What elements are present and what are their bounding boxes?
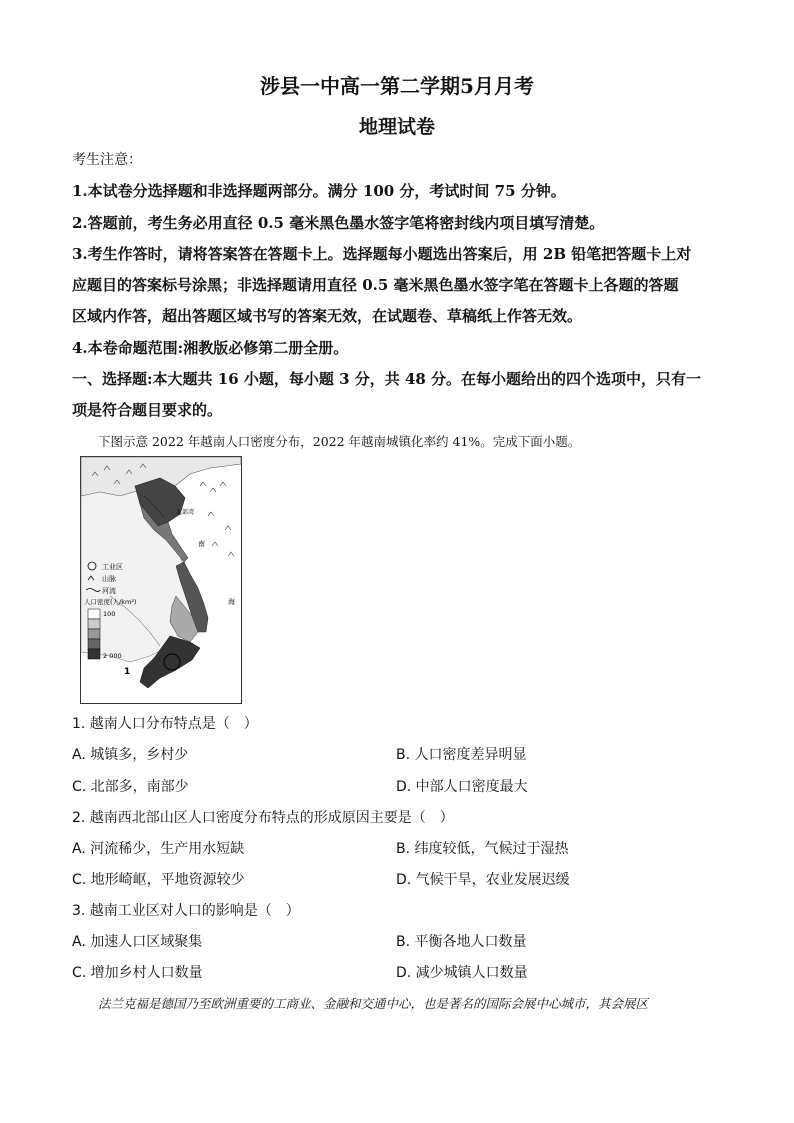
notice-heading: 考生注意： — [72, 152, 142, 168]
legend-label-river: 河流 — [102, 587, 116, 595]
option-c[interactable]: C. 北部多，南部少 — [72, 779, 189, 795]
section-heading-line2: 项是符合题目要求的。 — [72, 401, 223, 419]
notice-line: 2.答题前，考生务必用直径 0.5 毫米黑色墨水签字笔将密封线内项目填写清楚。 — [72, 214, 605, 232]
option-b[interactable]: B. 平衡各地人口数量 — [396, 934, 527, 950]
material-intro: 法兰克福是德国乃至欧洲重要的工商业、金融和交通中心，也是著名的国际会展中心城市，其会展区 — [98, 996, 649, 1011]
question-stem: 1. 越南人口分布特点是（ ） — [72, 716, 258, 732]
map-label-south: 南 — [198, 540, 205, 548]
map-corner-mark: 1 — [124, 667, 131, 677]
option-b[interactable]: B. 纬度较低，气候过于湿热 — [396, 841, 569, 857]
map-label-sea: 海 — [228, 598, 235, 606]
option-d[interactable]: D. 中部人口密度最大 — [396, 779, 528, 795]
section-heading-line1: 一、选择题:本大题共 16 小题，每小题 3 分，共 48 分。在每小题给出的四个选项中，只有一 — [72, 370, 702, 388]
option-d[interactable]: D. 减少城镇人口数量 — [396, 965, 528, 981]
option-c[interactable]: C. 增加乡村人口数量 — [72, 965, 203, 981]
material-intro: 下图示意 2022 年越南人口密度分布，2022 年越南城镇化率约 41%。完成下面小题。 — [98, 434, 581, 449]
legend-label-density: 人口密度(人/km²) — [84, 598, 137, 606]
notice-line: 区域内作答，超出答题区域书写的答案无效，在试题卷、草稿纸上作答无效。 — [72, 307, 583, 325]
option-d[interactable]: D. 气候干旱，农业发展迟缓 — [396, 872, 570, 888]
option-a[interactable]: A. 河流稀少，生产用水短缺 — [72, 841, 245, 857]
notice-line: 4.本卷命题范围:湘教版必修第二册全册。 — [72, 339, 349, 357]
option-a[interactable]: A. 加速人口区域聚集 — [72, 934, 203, 950]
legend-scale-min: 100 — [103, 610, 116, 618]
legend-label-industrial: 工业区 — [102, 563, 123, 571]
page-title: 涉县一中高一第二学期5月月考 — [260, 74, 534, 98]
legend-label-mountain: 山脉 — [102, 575, 116, 583]
question-stem: 3. 越南工业区对人口的影响是（ ） — [72, 903, 300, 919]
page-subtitle: 地理试卷 — [358, 116, 435, 138]
legend-scale-max: 2 000 — [103, 652, 122, 660]
notice-line: 1.本试卷分选择题和非选择题两部分。满分 100 分，考试时间 75 分钟。 — [72, 182, 566, 200]
option-c[interactable]: C. 地形崎岖，平地资源较少 — [72, 872, 245, 888]
option-a[interactable]: A. 城镇多，乡村少 — [72, 747, 189, 763]
question-stem: 2. 越南西北部山区人口密度分布特点的形成原因主要是（ ） — [72, 810, 454, 826]
notice-line: 3.考生作答时，请将答案答在答题卡上。选择题每小题选出答案后，用 2B 铅笔把答题卡上对 — [72, 245, 692, 263]
option-b[interactable]: B. 人口密度差异明显 — [396, 747, 527, 763]
vietnam-population-density-map — [80, 456, 242, 704]
map-label-bay: 北部湾 — [176, 509, 195, 516]
notice-line: 应题目的答案标号涂黑；非选择题请用直径 0.5 毫米黑色墨水签字笔在答题卡上各题的答题 — [72, 276, 679, 294]
